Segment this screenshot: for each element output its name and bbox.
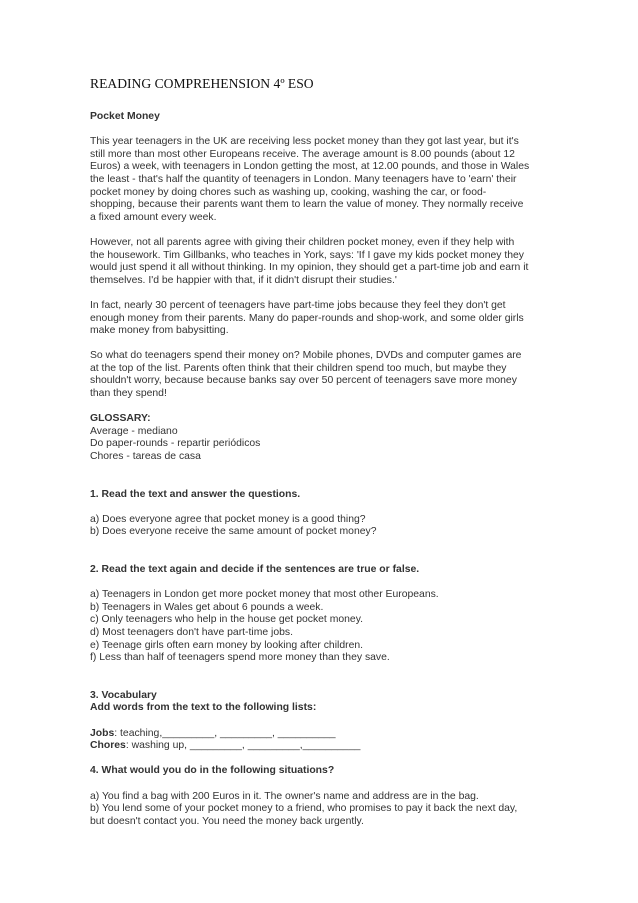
paragraph-line: a fixed amount every week. (90, 211, 217, 223)
paragraph-line: Euros) a week, with teenagers in London getting the most, at 12.00 pounds, and those in Wales (90, 161, 530, 173)
exercise-3-instruction: Add words from the text to the following lists: (90, 702, 317, 714)
situation-item: b) You lend some of your pocket money to a friend, who promises to pay it back the next day, (90, 803, 518, 815)
situation-item: a) You find a bag with 200 Euros in it. The owner's name and address are in the bag. (90, 790, 479, 802)
paragraph-line: In fact, nearly 30 percent of teenagers have part-time jobs because they feel they don't get (90, 299, 506, 311)
glossary-item: Average - mediano (90, 425, 178, 437)
paragraph-line: This year teenagers in the UK are receiving less pocket money than they got last year, but it's (90, 136, 519, 148)
paragraph-line: pocket money by doing chores such as washing up, cooking, washing the car, or food- (90, 186, 487, 198)
statement-item: a) Teenagers in London get more pocket money that most other Europeans. (90, 589, 439, 601)
exercise-1-heading: 1. Read the text and answer the questions. (90, 488, 301, 500)
question-item: b) Does everyone receive the same amount of pocket money? (90, 526, 377, 538)
statement-item: f) Less than half of teenagers spend more money than they save. (90, 652, 390, 664)
statement-item: d) Most teenagers don't have part-time jobs. (90, 626, 293, 638)
paragraph-line: make money from babysitting. (90, 325, 229, 337)
statement-item: c) Only teenagers who help in the house get pocket money. (90, 614, 364, 626)
paragraph-line: would just spend it all without thinking. In my opinion, they should get a part-time job and earn it (90, 262, 529, 274)
exercise-2-heading: 2. Read the text again and decide if the sentences are true or false. (90, 564, 420, 575)
chores-label: Chores (90, 740, 126, 752)
paragraph-4 (90, 350, 560, 400)
glossary (90, 413, 560, 463)
paragraph-line: the housework. Tim Gillbanks, who teaches in York, says: 'If I gave my kids pocket money they (90, 249, 524, 261)
paragraph-3 (90, 300, 560, 338)
question-item: a) Does everyone agree that pocket money is a good thing? (90, 513, 366, 525)
paragraph-line: still more than most other Europeans receive. The average amount is 8.00 pounds (about 12 (90, 148, 515, 160)
paragraph-2 (90, 237, 560, 287)
glossary-item: Do paper-rounds - repartir periódicos (90, 438, 261, 450)
exercise-2-items (90, 589, 560, 665)
exercise-4 (90, 765, 560, 778)
statement-item: b) Teenagers in Wales get about 6 pounds a week. (90, 601, 324, 613)
glossary-item: Chores - tareas de casa (90, 451, 201, 463)
jobs-blanks: : teaching,_________, _________, __________ (114, 727, 336, 739)
chores-list (90, 740, 560, 753)
glossary-heading: GLOSSARY: (90, 413, 151, 425)
paragraph-line: themselves. I'd be happier with that, if it didn't disrupt their studies.' (90, 274, 397, 286)
jobs-list (90, 728, 560, 741)
situation-item: but doesn't contact you. You need the money back urgently. (90, 815, 364, 827)
exercise-1 (90, 489, 560, 502)
jobs-label: Jobs (90, 727, 115, 739)
exercise-3 (90, 690, 560, 715)
paragraph-line: than they spend! (90, 388, 167, 400)
paragraph-line: shopping, because their parents want them to learn the value of money. They normally receive (90, 199, 524, 211)
document-content (90, 76, 560, 828)
exercise-3-lists (90, 728, 560, 753)
paragraph-1 (90, 136, 560, 224)
statement-item: e) Teenage girls often earn money by looking after children. (90, 639, 364, 651)
exercise-4-items (90, 791, 560, 829)
document-title: READING COMPREHENSION 4º ESO (90, 76, 314, 91)
exercise-2 (90, 564, 560, 577)
paragraph-line: enough money from their parents. Many do paper-rounds and shop-work, and some older girls (90, 312, 524, 324)
paragraph-line: shouldn't worry, because because banks say over 50 percent of teenagers save more money (90, 375, 517, 387)
exercise-4-heading: 4. What would you do in the following situations? (90, 765, 335, 777)
exercise-1-items (90, 514, 560, 539)
article-title: Pocket Money (90, 111, 160, 122)
exercise-3-heading: 3. Vocabulary (90, 689, 157, 701)
chores-blanks: : washing up, _________, _________,__________ (125, 740, 361, 752)
paragraph-line: So what do teenagers spend their money on? Mobile phones, DVDs and computer games are (90, 350, 522, 362)
paragraph-line: at the top of the list. Parents often think that their children spend too much, but maybe they (90, 362, 507, 374)
paragraph-line: the least - that's half the quantity of teenagers in London. Many teenagers have to 'earn' their (90, 173, 517, 185)
paragraph-line: However, not all parents agree with giving their children pocket money, even if they help with (90, 236, 515, 248)
